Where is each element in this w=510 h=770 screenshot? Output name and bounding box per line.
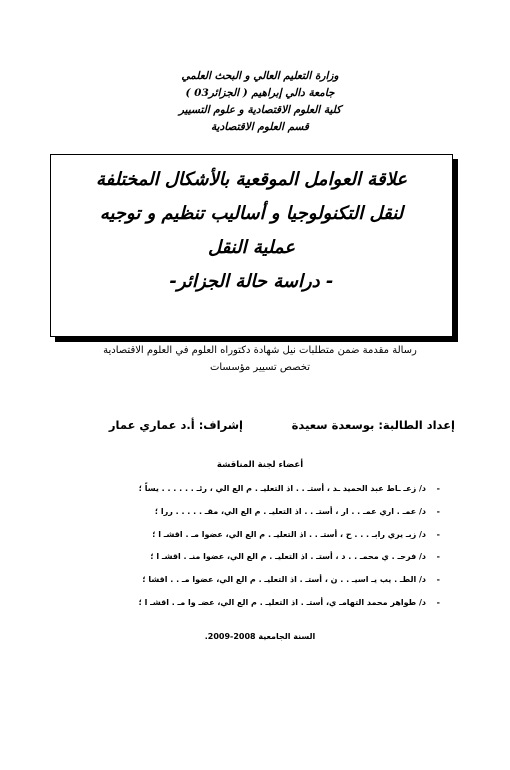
list-dash: - xyxy=(436,597,440,607)
member-text: د/ زعـ ـاط عبد الحميد ـد ، أستـ . . اذ التعليـ . م الع الي ، رئـ . . . . . . يساً ؛ xyxy=(138,484,426,493)
title-line-1: علاقة العوامل الموقعية بالأشكال المختلفة xyxy=(95,169,408,190)
list-dash: - xyxy=(436,506,440,516)
list-dash: - xyxy=(436,575,440,585)
committee-member xyxy=(60,569,440,592)
university-name: جامعة دالي إبراهيم ( الجزائر03 ) xyxy=(185,87,335,99)
faculty-name: كلية العلوم الاقتصادية و علوم التسيير xyxy=(178,104,342,116)
list-dash: - xyxy=(436,552,440,562)
title-line-4: - دراسة حالة الجزائر- xyxy=(169,271,334,292)
member-text: د/ زبـ يري رابـ . . . ح ، أستـ . . اذ التعليـ . م الع الي، عضوا مـ . اقشـ ا ؛ xyxy=(152,529,426,539)
supervisor: إشراف: أ.د عماري عمار xyxy=(108,418,243,432)
member-text: د/ طواهر محمد التهامـ ي، أستـ . اذ التعليـ . م الع الي، عضـ وا مـ . اقشـ ا ؛ xyxy=(138,597,426,607)
list-dash: - xyxy=(436,529,440,539)
committee-member xyxy=(60,478,440,501)
ministry-name: وزارة التعليم العالي و البحث العلمي xyxy=(181,70,339,82)
title-line-2: لنقل التكنولوجيا و أساليب تنظيم و توجيه xyxy=(99,203,404,224)
title-line-3: عملية النقل xyxy=(207,237,296,258)
committee-member-list xyxy=(60,478,440,615)
member-text: د/ فرحـ . ي محمـ . . د ، أستـ . اذ التعليـ . م الع الي، عضوا منـ . اقشـ ا ؛ xyxy=(150,552,426,562)
thesis-title-box xyxy=(50,154,453,337)
academic-year: السنة الجامعية 2008-2009. xyxy=(204,632,316,641)
committee-member xyxy=(60,546,440,569)
specialization: تخصص تسيير مؤسسات xyxy=(209,362,311,373)
committee-member xyxy=(60,524,440,547)
thesis-subtitle xyxy=(40,342,480,376)
institution-header xyxy=(40,68,480,136)
committee-member xyxy=(60,592,440,615)
committee-title: أعضاء لجنة المناقشة xyxy=(216,460,304,470)
degree-statement: رسالة مقدمة ضمن متطلبات نيل شهادة دكتوراه العلوم في العلوم الاقتصادية xyxy=(103,345,417,356)
list-dash: - xyxy=(436,484,440,493)
member-text: د/ الطـ . يب يـ اسيـ . . ن ، أستـ . اذ التعليـ . م الع الي، عضوا مـ . . اقشا ؛ xyxy=(142,575,426,585)
department-name: قسم العلوم الاقتصادية xyxy=(211,121,309,133)
committee-member xyxy=(60,501,440,524)
member-text: د/ عمـ . اري عمـ . . ار ، أستـ . . اذ التعليـ . م الع الي، مقـ . . . . . ررا ؛ xyxy=(154,506,426,516)
prepared-by: إعداد الطالبة: بوسعدة سعيدة xyxy=(291,418,455,432)
